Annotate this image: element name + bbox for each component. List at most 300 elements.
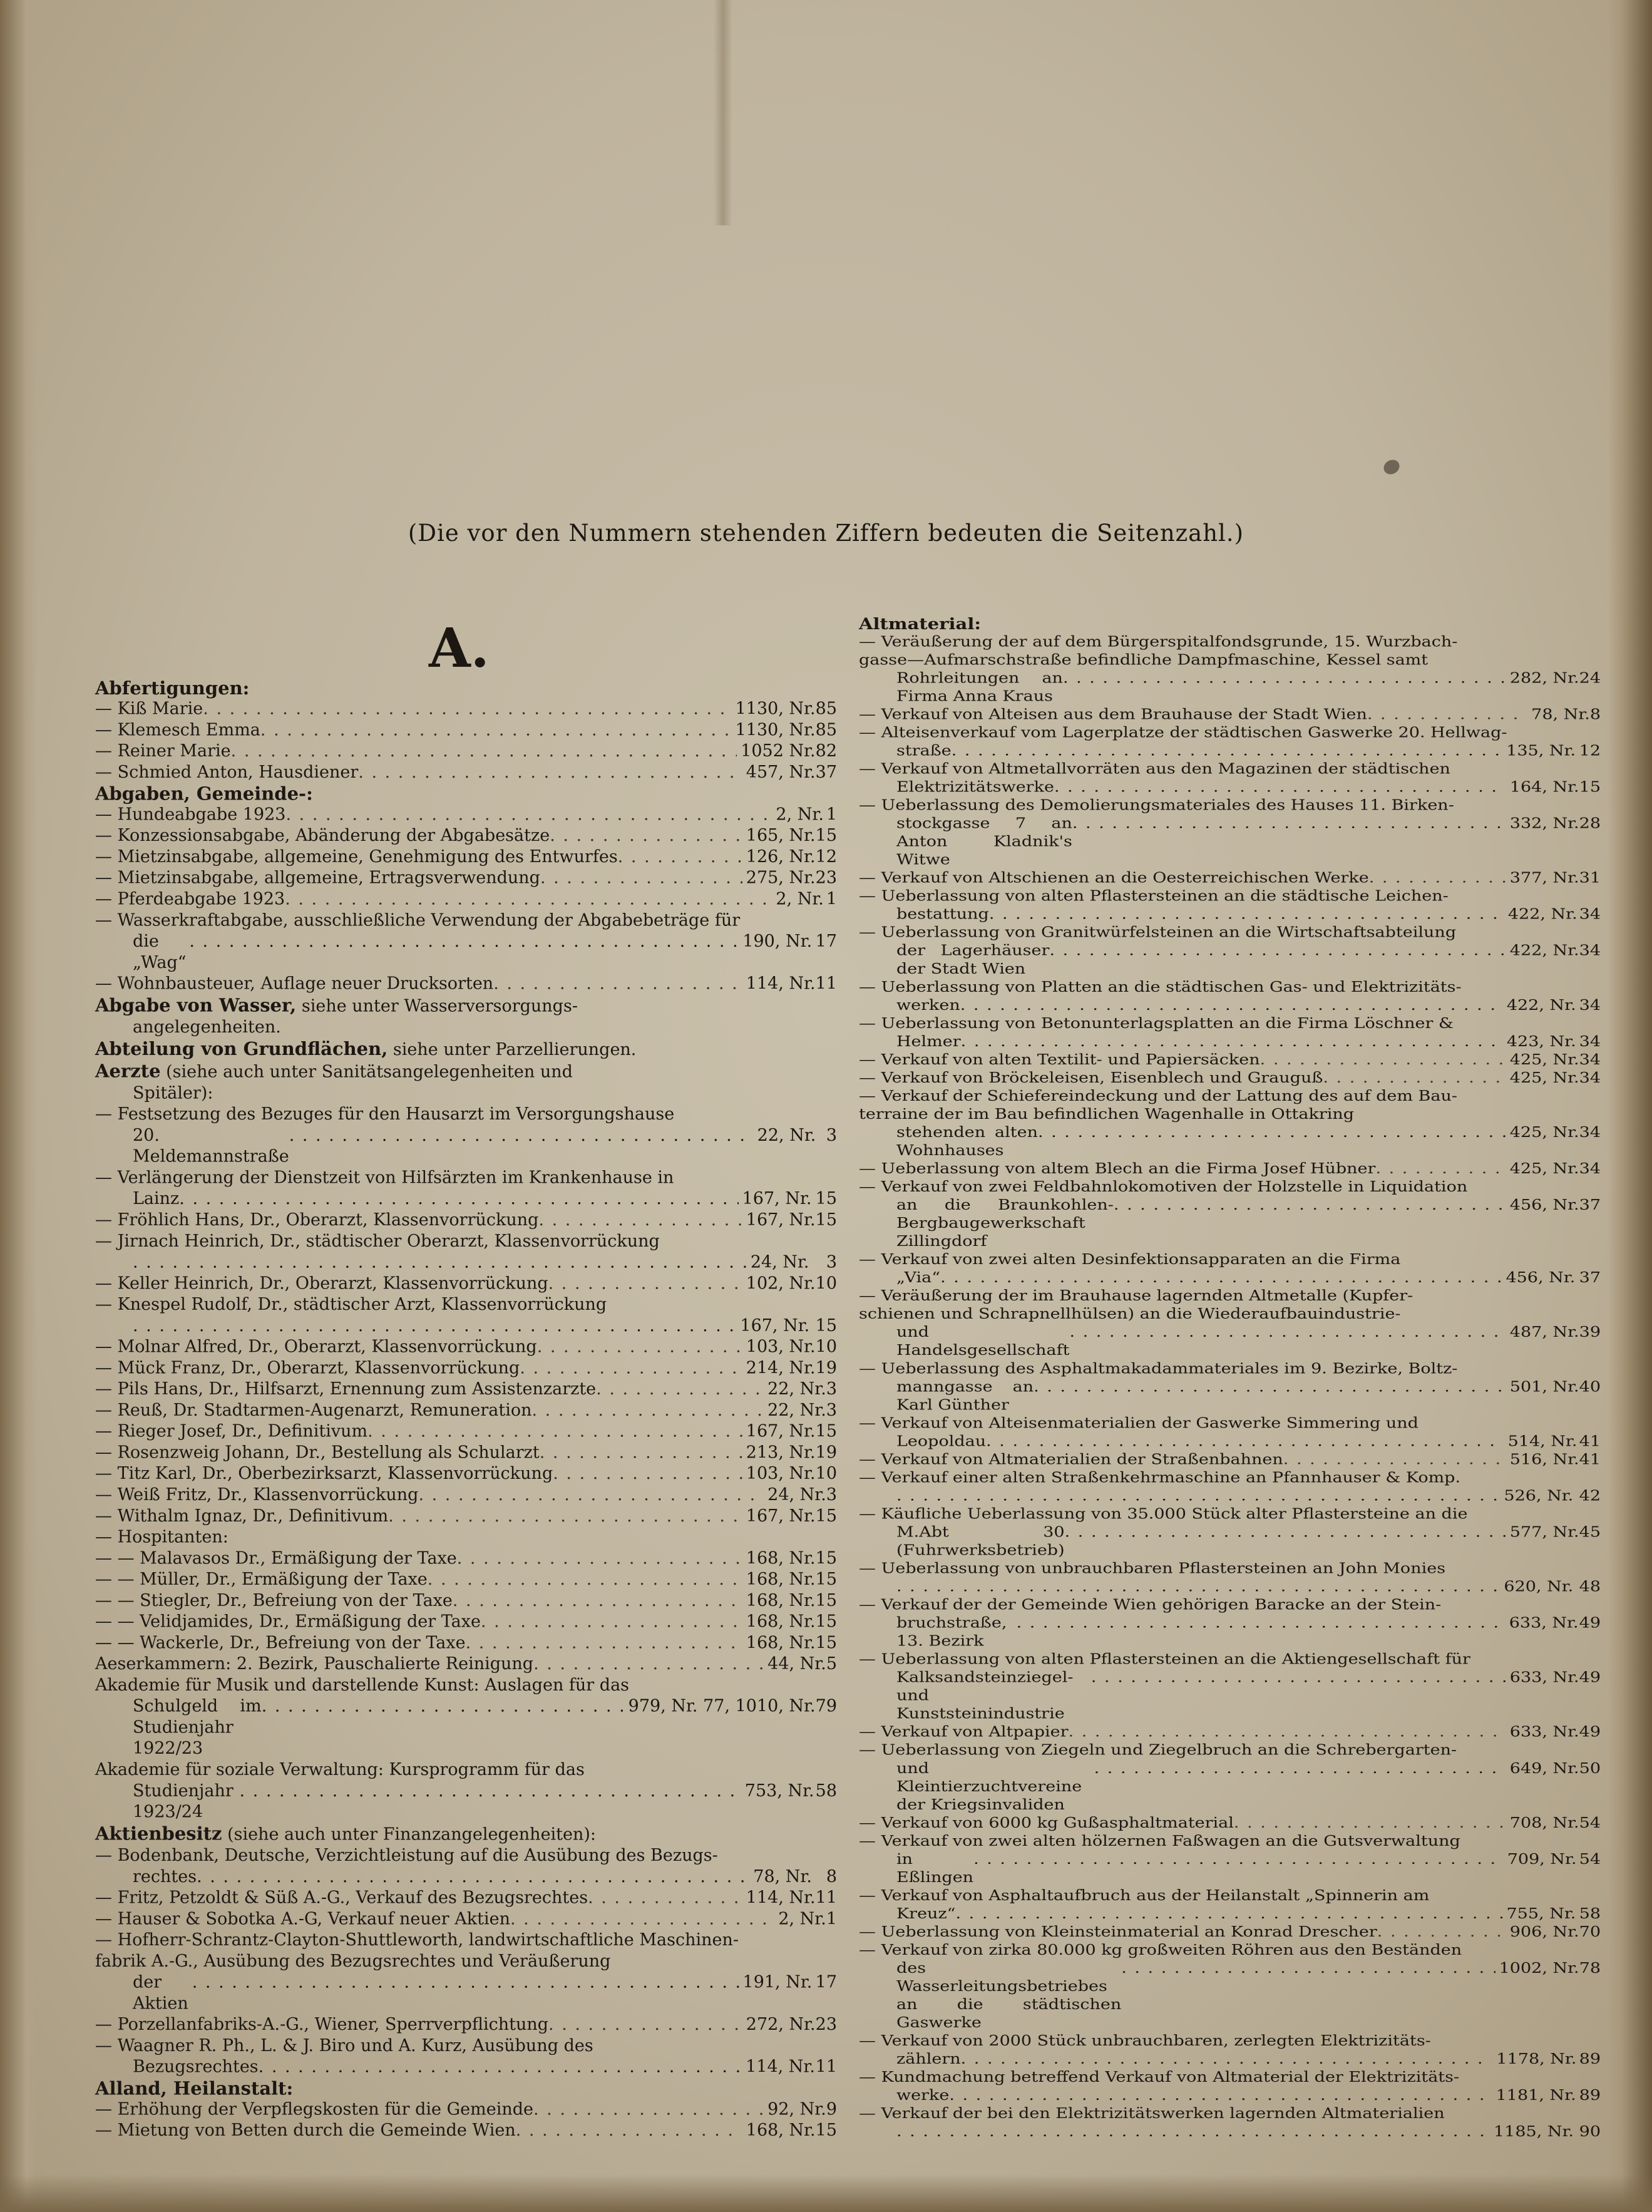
index-entry — [95, 1506, 837, 1527]
entry-label-line: — Wasserkraftabgabe, ausschließliche Verwendung der Abgabebeträge für — [95, 910, 741, 930]
dot-leader — [285, 889, 772, 910]
entry-label: — — Malavasos Dr., Ermäßigung der Taxe — [95, 1548, 457, 1568]
index-entry-multiline — [859, 796, 1601, 869]
entry-reference: 191, Nr. — [742, 1972, 813, 1992]
entry-page: 23 — [815, 868, 837, 888]
entry-label: an die Braunkohlen-Bergbaugewerkschaft Zillingdorf — [896, 1196, 1114, 1250]
entry-label-line: — Verlängerung der Dienstzeit von Hilfsärzten im Krankenhause in — [95, 1168, 674, 1188]
entry-reference: 24, Nr. — [750, 1252, 809, 1272]
entry-reference: 1185, Nr. — [1493, 2123, 1574, 2141]
entry-reference: 422, Nr. — [1509, 942, 1579, 959]
dot-leader — [1234, 1814, 1506, 1832]
index-entry — [95, 1463, 837, 1484]
dot-leader — [1017, 1614, 1506, 1632]
entry-label: rechtes — [133, 1866, 197, 1886]
dot-leader — [949, 2087, 1492, 2105]
entry-page: 40 — [1579, 1378, 1601, 1396]
entry-page: 17 — [815, 1972, 837, 1992]
entry-reference: 114, Nr. — [746, 2057, 815, 2077]
entry-last-line — [95, 931, 837, 974]
entry-reference: 577, Nr. — [1509, 1523, 1579, 1541]
entry-reference: 1052 Nr. — [741, 741, 816, 761]
entry-reference: 425, Nr. — [1509, 1160, 1579, 1177]
entry-label: — Titz Karl, Dr., Oberbezirksarzt, Klassenvorrückung — [95, 1464, 553, 1484]
index-entry — [95, 699, 837, 720]
entry-reference: 167, Nr. — [742, 1189, 812, 1209]
page-edge-shadow — [1608, 0, 1652, 2212]
index-entry-multiline — [859, 1287, 1601, 1360]
entry-reference: 92, Nr. — [767, 2099, 826, 2119]
paper-fold — [714, 0, 732, 225]
entry-page: 17 — [815, 932, 838, 952]
index-entry — [95, 1484, 837, 1506]
entry-label: des Wasserleitungsbetriebes an die städtischen Gaswerke — [896, 1960, 1122, 2032]
index-entry-multiline — [859, 1942, 1601, 2032]
heading-text: Abteilung von Grundflächen, — [95, 1038, 388, 1059]
dot-leader — [537, 1337, 742, 1358]
dot-leader — [197, 1866, 749, 1888]
entry-label-line: — Verkauf von Altmetallvorräten aus den Magazinen der städtischen — [859, 761, 1450, 778]
index-entry-multiline — [859, 1887, 1601, 1923]
entry-reference: 1002, Nr. — [1499, 1960, 1579, 1977]
entry-reference: 755, Nr. — [1506, 1905, 1576, 1922]
entry-page: 50 — [1579, 1760, 1601, 1777]
entry-last-line — [95, 1252, 837, 1273]
index-entry — [95, 2120, 837, 2141]
entry-last-line — [859, 815, 1601, 869]
entry-reference: 126, Nr. — [746, 847, 816, 867]
index-entry-multiline — [95, 1845, 837, 1888]
entry-page: 5 — [826, 1654, 837, 1674]
entry-reference: 633, Nr. — [1509, 1615, 1579, 1632]
entry-label: — Porzellanfabriks-A.-G., Wiener, Sperrverpflichtung — [95, 2015, 549, 2035]
entry-label-line: — Verkauf einer alten Straßenkehrmaschine an Pfannhauser & Komp. — [859, 1469, 1461, 1486]
entry-page: 49 — [1579, 1724, 1601, 1741]
index-entry — [95, 2099, 837, 2120]
dot-leader — [1377, 1923, 1506, 1942]
entry-reference: 214, Nr. — [746, 1358, 816, 1378]
index-entry — [95, 1612, 837, 1633]
entry-label-line: — Hofherr-Schrantz-Clayton-Shuttleworth, landwirtschaftliche Maschinen- — [95, 1930, 739, 1950]
entry-page: 15 — [815, 1316, 837, 1335]
entry-reference: 487, Nr. — [1509, 1324, 1579, 1341]
entry-reference: 753, Nr. — [744, 1781, 814, 1801]
entry-reference: 22, Nr. — [757, 1126, 816, 1145]
entry-reference: 422, Nr. — [1507, 906, 1578, 923]
entry-page: 58 — [1579, 1905, 1601, 1922]
entry-page: 49 — [1579, 1669, 1601, 1686]
dot-leader — [262, 1696, 625, 1717]
entry-page: 89 — [1579, 2087, 1601, 2104]
index-entry-multiline — [859, 1741, 1601, 1814]
entry-label: werken — [896, 997, 960, 1014]
entry-last-line — [859, 1433, 1601, 1451]
heading-text: Abfertigungen: — [95, 677, 250, 699]
entry-label: — Hauser & Sobotka A.-G, Verkauf neuer Aktien — [95, 1909, 510, 1929]
index-entry — [95, 868, 837, 889]
dot-leader — [588, 1888, 742, 1909]
index-entry-multiline — [859, 760, 1601, 796]
entry-page: 15 — [815, 1570, 837, 1590]
dot-leader — [952, 742, 1502, 760]
dot-leader — [1065, 1523, 1506, 1541]
entry-reference: 167, Nr. — [740, 1316, 810, 1335]
dot-leader — [1069, 1723, 1506, 1741]
index-entry — [95, 1569, 837, 1590]
entry-page: 49 — [1579, 1615, 1601, 1632]
entry-page: 48 — [1579, 1578, 1601, 1595]
entry-page: 15 — [815, 1189, 837, 1209]
entry-last-line — [859, 1759, 1601, 1814]
entry-label: bestattung — [896, 906, 989, 923]
entry-label: — Reuß, Dr. Stadtarmen-Augenarzt, Remuneration — [95, 1401, 532, 1420]
entry-reference: 282, Nr. — [1509, 669, 1579, 687]
dot-leader — [367, 1421, 742, 1443]
index-entry-multiline — [95, 1231, 837, 1273]
index-entry-multiline — [859, 724, 1601, 760]
entry-label: und Handelsgesellschaft — [896, 1324, 1070, 1359]
entry-page: 11 — [815, 974, 837, 994]
entry-label-line: — Ueberlassung von Ziegeln und Ziegelbruch an die Schrebergarten- — [859, 1742, 1457, 1759]
page-edge-shadow — [0, 0, 38, 2212]
entry-label: — Verkauf von Bröckeleisen, Eisenblech und Grauguß — [859, 1069, 1323, 1086]
entry-page: 34 — [1579, 1033, 1601, 1050]
index-heading — [95, 995, 837, 1017]
dot-leader — [961, 2050, 1493, 2069]
entry-reference: 167, Nr. — [746, 1210, 816, 1230]
entry-last-line — [859, 1124, 1601, 1160]
entry-label: — Ueberlassung von altem Blech an die Firma Josef Hübner — [859, 1160, 1376, 1177]
index-entry-multiline — [95, 2035, 837, 2078]
entry-label: — Withalm Ignaz, Dr., Definitivum — [95, 1506, 389, 1526]
index-entry-multiline — [859, 1833, 1601, 1887]
dot-leader — [618, 846, 742, 868]
entry-label-line: — Knespel Rudolf, Dr., städtischer Arzt, Klassenvorrückung — [95, 1295, 607, 1315]
dot-leader — [1121, 1960, 1495, 1978]
entry-reference: 22, Nr. — [767, 1379, 826, 1399]
entry-last-line — [859, 669, 1601, 706]
index-entry-multiline — [95, 1104, 837, 1167]
dot-leader — [133, 1252, 747, 1273]
entry-last-line — [859, 1905, 1601, 1923]
index-entry-multiline — [859, 2105, 1601, 2141]
index-entry — [95, 1400, 837, 1421]
entry-label: — Hundeabgabe 1923 — [95, 805, 286, 825]
entry-label: — Mietzinsabgabe, allgemeine, Genehmigung des Entwurfes — [95, 847, 618, 867]
dot-leader — [1049, 942, 1506, 960]
entry-page: 3 — [826, 1401, 837, 1420]
dot-leader — [259, 2057, 742, 2078]
entry-reference: 501, Nr. — [1509, 1378, 1579, 1396]
index-entry — [95, 1210, 837, 1231]
entry-label: werke — [896, 2087, 950, 2104]
entry-page: 34 — [1579, 906, 1601, 923]
entry-page: 89 — [1579, 2050, 1601, 2068]
entry-page: 19 — [815, 1443, 837, 1463]
entry-label: — Mück Franz, Dr., Oberarzt, Klassenvorrückung — [95, 1358, 520, 1378]
entry-reference: 906, Nr. — [1509, 1923, 1579, 1940]
entry-last-line — [859, 1578, 1601, 1596]
entry-reference: 425, Nr. — [1509, 1069, 1579, 1086]
entry-label: Lainz — [133, 1189, 180, 1209]
section-letter: A. — [429, 617, 490, 680]
dot-leader — [1069, 1324, 1506, 1342]
entry-label: — Verkauf von Altpapier — [859, 1724, 1069, 1741]
entry-reference: 633, Nr. — [1509, 1669, 1579, 1686]
index-entry-multiline — [859, 1088, 1601, 1160]
index-entry-multiline — [859, 1251, 1601, 1287]
index-entry — [95, 762, 837, 783]
entry-page: 15 — [1579, 779, 1601, 796]
dot-leader — [516, 2120, 742, 2141]
dot-leader — [973, 1851, 1504, 1869]
entry-label: die „Wag“ — [133, 932, 187, 972]
entry-label: — Konzessionsabgabe, Abänderung der Abgabesätze — [95, 826, 550, 846]
index-entry-multiline — [859, 1505, 1601, 1560]
entry-reference: 272, Nr. — [746, 2015, 816, 2035]
entry-last-line — [859, 1614, 1601, 1650]
entry-last-line — [95, 1972, 837, 2015]
entry-label-line: — Verkauf von Alteisenmaterialien der Gaswerke Simmering und — [859, 1414, 1419, 1432]
index-entry — [859, 1723, 1601, 1741]
dot-leader — [481, 1612, 742, 1633]
entry-last-line — [859, 2050, 1601, 2069]
index-entry-multiline — [859, 1014, 1601, 1051]
dot-leader — [896, 2123, 1490, 2141]
index-entry — [95, 1909, 837, 1930]
dot-leader — [1260, 1051, 1506, 1069]
entry-label-line: — Ueberlassung von alten Pflastersteinen an die Aktiengesellschaft für — [859, 1651, 1470, 1668]
entry-label: — — Stiegler, Dr., Befreiung von der Taxe — [95, 1591, 453, 1610]
index-heading — [95, 1823, 837, 1845]
entry-reference: 423, Nr. — [1506, 1033, 1576, 1050]
dot-leader — [358, 762, 742, 783]
entry-label: M.Abt 30 (Fuhrwerksbetrieb) — [896, 1523, 1065, 1559]
entry-label-line: — Verkauf von zwei Feldbahnlokomotiven der Holzstelle in Liquidation — [859, 1178, 1468, 1196]
heading-continuation: angelegenheiten. — [133, 1017, 281, 1037]
dot-leader — [1054, 778, 1506, 796]
dot-leader — [133, 1315, 736, 1337]
dot-leader — [1369, 869, 1506, 887]
entry-page: 34 — [1579, 942, 1601, 959]
entry-label-line: — Ueberlassung von alten Pflastersteinen an die städtische Leichen- — [859, 888, 1449, 905]
entry-label: „Via“ — [896, 1269, 941, 1287]
entry-page: 3 — [826, 1485, 837, 1505]
index-entry — [95, 1548, 837, 1569]
entry-reference: 168, Nr. — [746, 1612, 816, 1632]
entry-reference: 456, Nr. — [1509, 1196, 1579, 1214]
entry-reference: 114, Nr. — [746, 1888, 816, 1908]
entry-label: straße — [896, 743, 952, 759]
entry-label-line: terraine der im Bau befindlichen Wagenhalle in Ottakring — [859, 1106, 1355, 1123]
index-heading — [95, 677, 837, 699]
entry-reference: 168, Nr. — [746, 1591, 816, 1610]
entry-page: 37 — [815, 763, 837, 782]
dot-leader — [960, 996, 1503, 1014]
entry-last-line — [859, 942, 1601, 978]
entry-page: 90 — [1579, 2123, 1601, 2141]
entry-page: 31 — [1579, 870, 1601, 887]
entry-last-line — [859, 1487, 1601, 1505]
entry-label: — Pferdeabgabe 1923 — [95, 889, 285, 909]
dot-leader — [453, 1590, 742, 1612]
dot-leader — [986, 1433, 1504, 1451]
index-entry-multiline — [859, 1360, 1601, 1414]
entry-page: 42 — [1579, 1487, 1601, 1505]
entry-reference: 102, Nr. — [746, 1273, 816, 1294]
dot-leader — [1323, 1069, 1506, 1088]
entry-page: 54 — [1579, 1851, 1601, 1868]
entry-last-line — [95, 1781, 837, 1823]
entry-label: Elektrizitätswerke — [896, 779, 1054, 796]
entry-label: — Verkauf von 6000 kg Gußasphaltmaterial — [859, 1814, 1234, 1831]
entry-label: — Erhöhung der Verpflegskosten für die Gemeinde — [95, 2099, 533, 2119]
entry-label-line: — Ueberlassung des Asphaltmakadammateriales im 9. Bezirke, Boltz- — [859, 1360, 1458, 1377]
entry-label: — Rieger Josef, Dr., Definitivum — [95, 1421, 368, 1441]
entry-reference: 425, Nr. — [1509, 1051, 1579, 1068]
entry-reference: 457, Nr. — [746, 763, 816, 782]
index-heading — [95, 2078, 837, 2099]
index-entry — [95, 1421, 837, 1443]
index-entry — [95, 1443, 837, 1464]
entry-label-line: — Verkauf der Schiefereindeckung und der Lattung des auf dem Bau- — [859, 1088, 1457, 1104]
entry-label: Aeserkammern: 2. Bezirk, Pauschalierte Reinigung — [95, 1654, 534, 1674]
entry-label: — Verkauf von Alteisen aus dem Brauhause der Stadt Wien — [859, 706, 1367, 723]
dot-leader — [533, 1654, 764, 1675]
heading-text: Aerzte — [95, 1060, 161, 1082]
index-entry — [95, 2014, 837, 2035]
entry-label: — Klemesch Emma — [95, 720, 260, 740]
entry-reference: 168, Nr. — [746, 1548, 816, 1568]
dot-leader — [896, 1578, 1500, 1596]
entry-reference: 78, Nr. — [753, 1866, 812, 1886]
entry-reference: 275, Nr. — [746, 868, 816, 888]
heading-text: Alland, Heilanstalt: — [95, 2077, 294, 2099]
index-entry — [859, 1051, 1601, 1069]
entry-label-line: — Verkauf der bei den Elektrizitätswerken lagernden Altmaterialien — [859, 2105, 1445, 2122]
entry-label: — — Wackerle, Dr., Befreiung von der Taxe — [95, 1633, 466, 1653]
entry-last-line — [859, 1378, 1601, 1414]
entry-page: 41 — [1579, 1451, 1601, 1468]
entry-page: 37 — [1579, 1269, 1601, 1287]
entry-label: Helmer — [896, 1033, 961, 1050]
dot-leader — [1283, 1451, 1506, 1469]
entry-page: 54 — [1579, 1814, 1601, 1831]
index-entry — [859, 1451, 1601, 1469]
entry-label: stockgasse 7 an Anton Kladnik's Witwe — [896, 815, 1072, 868]
entry-label: — — Velidjamides, Dr., Ermäßigung der Taxe — [95, 1612, 481, 1632]
index-entry — [95, 720, 837, 741]
heading-continuation: Spitäler): — [133, 1083, 213, 1103]
entry-last-line — [859, 742, 1601, 760]
entry-page: 79 — [815, 1696, 837, 1716]
index-subheading: — Hospitanten: — [95, 1527, 228, 1547]
entry-reference: 114, Nr. — [746, 974, 816, 994]
entry-reference: 78, Nr. — [1531, 706, 1590, 723]
entry-reference: 1181, Nr. — [1496, 2087, 1576, 2104]
entry-label: stehenden alten Wohnhauses — [896, 1124, 1038, 1159]
index-entry-multiline — [95, 1759, 837, 1823]
entry-label: Kreuz“ — [896, 1905, 956, 1922]
dot-leader — [466, 1633, 742, 1654]
entry-label-line: Akademie für Musik und darstellende Kunst: Auslagen für das — [95, 1675, 630, 1695]
index-entry — [95, 1590, 837, 1612]
heading-text: Aktienbesitz — [95, 1823, 222, 1844]
entry-reference: 103, Nr. — [746, 1337, 816, 1357]
entry-label: Rohrleitungen an Firma Anna Kraus — [896, 669, 1063, 705]
entry-reference: 22, Nr. — [767, 1401, 826, 1420]
index-column-right — [859, 615, 1601, 2141]
entry-page: 45 — [1579, 1523, 1601, 1541]
entry-label: 20. Meldemannstraße — [133, 1126, 289, 1166]
page-number-note: (Die vor den Nummern stehenden Ziffern bedeuten die Seitenzahl.) — [408, 520, 1244, 547]
dot-leader — [596, 1379, 764, 1400]
entry-label-line: — Verkauf von Asphaltaufbruch aus der Heilanstalt „Spinnerin am — [859, 1887, 1430, 1904]
entry-label-line: — Kundmachung betreffend Verkauf von Altmaterial der Elektrizitäts- — [859, 2069, 1460, 2086]
heading-text: Abgabe von Wasser, — [95, 994, 297, 1016]
index-entry — [95, 1633, 837, 1654]
entry-label-line: — Bodenbank, Deutsche, Verzichtleistung auf die Ausübung des Bezugs- — [95, 1846, 718, 1866]
entry-page: 23 — [815, 2015, 837, 2035]
entry-label: Kalksandsteinziegel- und Kunststeinindustrie — [896, 1669, 1074, 1722]
entry-label: — Verkauf von Altschienen an die Oesterreichischen Werke — [859, 870, 1369, 887]
dot-leader — [192, 1972, 739, 1993]
entry-page: 15 — [815, 826, 837, 846]
dot-leader — [286, 805, 772, 826]
entry-last-line — [859, 2123, 1601, 2141]
entry-reference: 620, Nr. — [1504, 1578, 1574, 1595]
entry-label: in Eßlingen — [896, 1851, 974, 1886]
entry-page: 11 — [815, 1888, 837, 1908]
entry-reference: 103, Nr. — [746, 1464, 816, 1484]
index-entry — [95, 1358, 837, 1379]
dot-leader — [493, 974, 742, 995]
entry-reference: 1130, Nr. — [735, 720, 816, 740]
dot-leader — [961, 1033, 1503, 1051]
dot-leader — [231, 741, 737, 762]
entry-page: 34 — [1579, 1069, 1601, 1086]
entry-label: Bezugsrechtes — [133, 2057, 259, 2077]
entry-label: — Ueberlassung von Kleinsteinmaterial an Konrad Drescher — [859, 1923, 1377, 1940]
entry-label: — Rosenzweig Johann, Dr., Bestellung als Schularzt — [95, 1443, 540, 1463]
index-column-left — [95, 677, 837, 2141]
dot-leader — [240, 1781, 741, 1802]
dot-leader — [1114, 1196, 1506, 1215]
dot-leader — [955, 1905, 1502, 1923]
entry-reference: 514, Nr. — [1507, 1433, 1578, 1450]
entry-label-line: fabrik A.-G., Ausübung des Bezugsrechtes und Veräußerung — [95, 1952, 611, 1971]
index-heading — [95, 783, 837, 805]
entry-page: 3 — [826, 1252, 837, 1272]
entry-label: Studienjahr 1923/24 — [133, 1781, 233, 1822]
entry-reference: 44, Nr. — [767, 1654, 826, 1674]
entry-reference: 425, Nr. — [1509, 1124, 1579, 1141]
index-entry — [95, 1273, 837, 1294]
entry-label-line: — Verkauf der der Gemeinde Wien gehörigen Baracke an der Stein- — [859, 1597, 1442, 1613]
entry-page: 34 — [1579, 1160, 1601, 1177]
entry-page: 11 — [815, 2057, 837, 2077]
index-entry-multiline — [859, 1650, 1601, 1723]
entry-page: 15 — [815, 2121, 837, 2141]
index-entry-multiline — [95, 910, 837, 973]
entry-page: 15 — [815, 1210, 837, 1230]
dot-leader — [533, 2099, 764, 2120]
index-entry — [95, 974, 837, 995]
heading-crossref: (siehe auch unter Finanzangelegenheiten): — [222, 1824, 597, 1844]
dot-leader — [540, 868, 742, 889]
entry-label-line: gasse—Aufmarschstraße befindliche Dampfmaschine, Kessel samt — [859, 651, 1429, 669]
entry-reference: 190, Nr. — [742, 932, 813, 952]
